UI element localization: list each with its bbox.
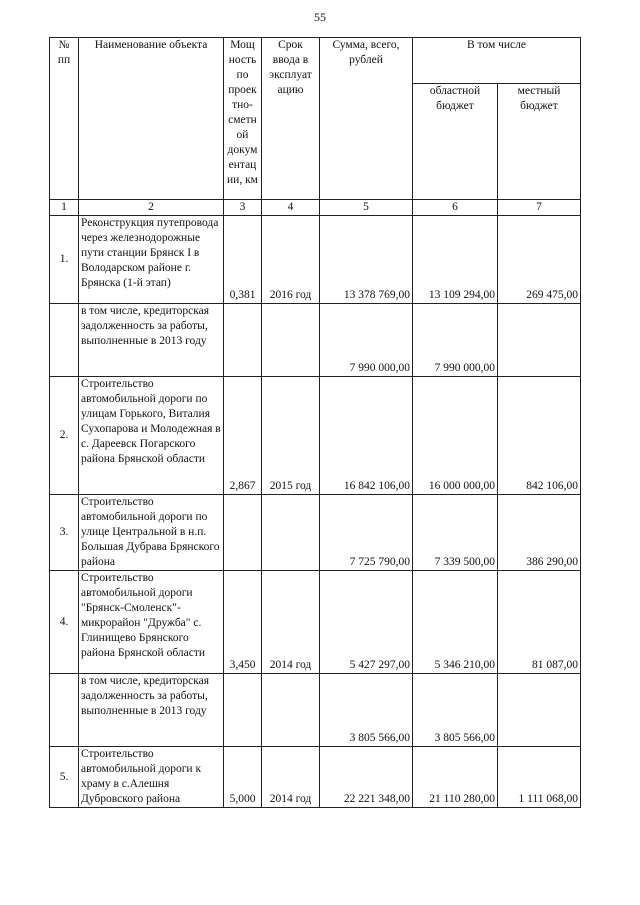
table-row [50,674,581,747]
local-value: 386 290,00 [498,495,581,571]
total-value: 7 725 790,00 [320,495,413,571]
header-regional: областной бюджет [413,84,498,200]
row-number [50,674,79,747]
total-value: 3 805 566,00 [320,674,413,747]
header-local: местный бюджет [498,84,581,200]
table-row [50,495,581,571]
row-number: 5. [50,747,79,808]
row-number: 2. [50,377,79,495]
table-row [50,304,581,377]
object-name: в том числе, кредиторская задолженность за работы, выполненные в 2013 году [79,304,224,377]
table-body [50,216,581,808]
header-name: Наименование объекта [79,38,224,200]
row-number [50,304,79,377]
deadline-value: 2014 год [262,747,320,808]
object-name: в том числе, кредиторская задолженность за работы, выполненные в 2013 году [79,674,224,747]
header-deadline: Срок ввода в эксплуат ацию [262,38,320,200]
header-total: Сумма, всего, рублей [320,38,413,200]
table-row [50,747,581,808]
object-name: Реконструкция путепровода через железнодорожные пути станции Брянск I в Володарском районе г. Брянска (1-й этап) [79,216,224,304]
deadline-value: 2014 год [262,571,320,674]
page-number: 55 [314,10,326,24]
regional-value: 7 339 500,00 [413,495,498,571]
local-value: 269 475,00 [498,216,581,304]
column-index: 5 [320,200,413,216]
column-index: 3 [224,200,262,216]
deadline-value: 2015 год [262,377,320,495]
column-index: 6 [413,200,498,216]
table-row [50,571,581,674]
regional-value: 7 990 000,00 [413,304,498,377]
object-name: Строительство автомобильной дороги по улицам Горького, Виталия Сухопарова и Молодежная в с. Дареевск Погарского района Брянской области [79,377,224,495]
deadline-value: 2016 год [262,216,320,304]
header-including: В том числе [413,38,581,84]
total-value: 13 378 769,00 [320,216,413,304]
total-value: 22 221 348,00 [320,747,413,808]
header-num: № пп [50,38,79,200]
column-index-row [50,200,581,216]
capacity-value [224,674,262,747]
table-row [50,377,581,495]
total-value: 7 990 000,00 [320,304,413,377]
column-index: 1 [50,200,79,216]
capacity-value: 0,381 [224,216,262,304]
table-header [50,38,581,216]
regional-value: 5 346 210,00 [413,571,498,674]
table-row [50,216,581,304]
local-value [498,304,581,377]
regional-value: 13 109 294,00 [413,216,498,304]
row-number: 4. [50,571,79,674]
object-name: Строительство автомобильной дороги "Брянск-Смоленск"-микрорайон "Дружба" с. Глинищево Брянского района Брянской области [79,571,224,674]
deadline-value [262,674,320,747]
header-capacity: Мощ ность по проек тно-сметн ой докум ентац ии, км [224,38,262,200]
deadline-value [262,495,320,571]
column-index: 2 [79,200,224,216]
local-value [498,674,581,747]
regional-value: 3 805 566,00 [413,674,498,747]
row-number: 3. [50,495,79,571]
total-value: 16 842 106,00 [320,377,413,495]
total-value: 5 427 297,00 [320,571,413,674]
local-value: 1 111 068,00 [498,747,581,808]
column-index: 4 [262,200,320,216]
capacity-value: 5,000 [224,747,262,808]
capacity-value: 2,867 [224,377,262,495]
capacity-value: 3,450 [224,571,262,674]
local-value: 81 087,00 [498,571,581,674]
deadline-value [262,304,320,377]
column-index: 7 [498,200,581,216]
object-name: Строительство автомобильной дороги по улице Центральной в н.п. Большая Дубрава Брянского района [79,495,224,571]
regional-value: 16 000 000,00 [413,377,498,495]
row-number: 1. [50,216,79,304]
budget-table [49,37,581,808]
local-value: 842 106,00 [498,377,581,495]
capacity-value [224,495,262,571]
regional-value: 21 110 280,00 [413,747,498,808]
object-name: Строительство автомобильной дороги к храму в с.Алешня Дубровского района [79,747,224,808]
capacity-value [224,304,262,377]
